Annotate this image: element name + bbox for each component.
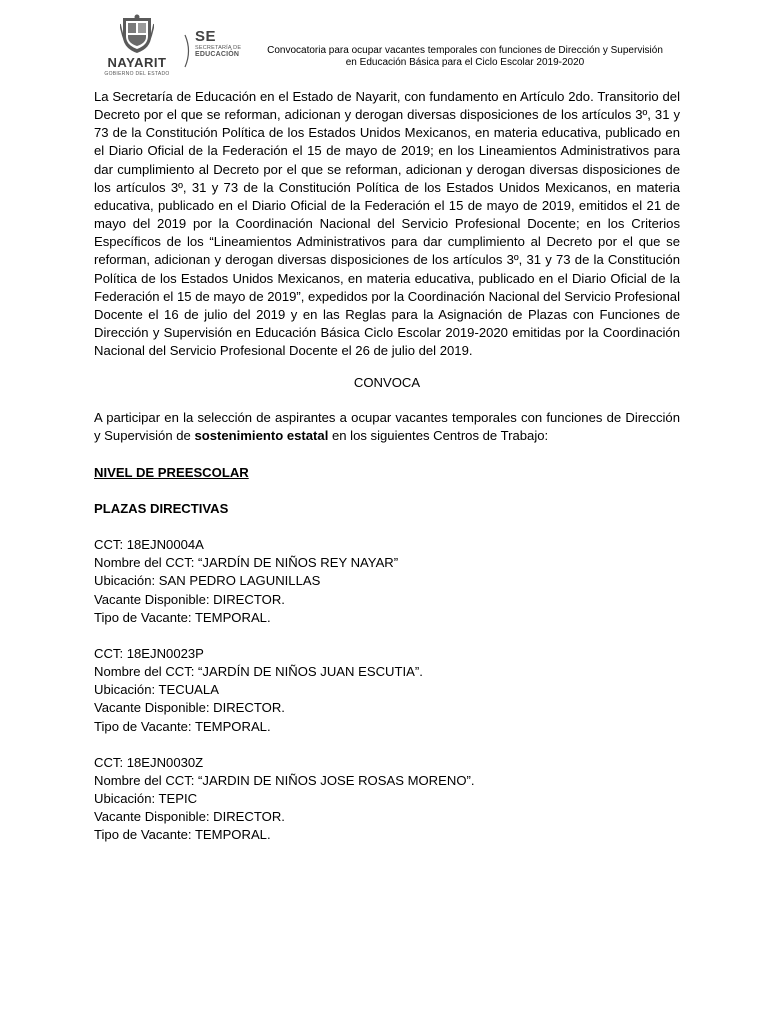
cct-vacancy: Vacante Disponible: DIRECTOR.: [94, 591, 285, 607]
cct-vacancy: Vacante Disponible: DIRECTOR.: [94, 809, 285, 825]
sostenimiento-estatal-text: sostenimiento estatal: [194, 427, 329, 443]
cct-code: CCT: 18EJN0030Z: [94, 754, 204, 770]
participation-text-after: en los siguientes Centros de Trabajo:: [328, 427, 549, 443]
cct-name: Nombre del CCT: “JARDIN DE NIÑOS JOSE ROSAS MORENO”.: [94, 772, 475, 788]
participation-text-before: A participar en la selección de aspirantes a ocupar vacantes temporales con funciones de Dirección y Supervisión de: [94, 409, 680, 443]
document-body: [94, 88, 680, 844]
cct-vacancy-type: Tipo de Vacante: TEMPORAL.: [94, 718, 271, 734]
list-item: [94, 754, 680, 845]
se-logo-subtitle-1: SECRETARÍA DE: [195, 45, 242, 51]
state-seal-icon: [120, 14, 154, 54]
cct-location: Ubicación: TEPIC: [94, 791, 198, 806]
header-title: [252, 45, 678, 69]
cct-name: Nombre del CCT: “JARDÍN DE NIÑOS JUAN ESCUTIA”.: [94, 664, 423, 680]
intro-paragraph: La Secretaría de Educación en el Estado de Nayarit, con fundamento en Artículo 2do. Transitorio del Decreto por el que se reforman, adicionan y derogan diversas disposiciones de los artículos 3º, 31 y 73 de la Constitución Política de los Estados Unidos Mexicanos, en materia educativa, publicado en el Diario Oficial de la Federación el 15 de mayo de 2019; en los Lineamientos Administrativos para dar cumplimiento al Decreto por el que se reforman, adicionan y derogan diversas disposiciones de los artículos 3º, 31 y 73 de la Constitución Política de los Estados Unidos Mexicanos, en materia educativa, publicado en el Diario Oficial de la Federación el 15 de mayo de 2019, emitidos el 21 de mayo del 2019 por la Coordinación Nacional del Servicio Profesional Docente; en los Criterios Específicos de los “Lineamientos Administrativos para dar cumplimiento al Decreto por el que se reforman, adicionan y derogan diversas disposiciones de los artículos 3º, 31 y 73 de la Constitución Política de los Estados Unidos Mexicanos, en materia educativa, publicado en el Diario Oficial de la Federación el 15 de mayo de 2019”, expedidos por la Coordinación Nacional del Servicio Profesional Docente el 16 de julio del 2019 y en las Reglas para la Asignación de Plazas con Funciones de Dirección y Supervisión en Educación Básica Ciclo Escolar 2019-2020 emitidas por la Coordinación Nacional del Servicio Profesional Docente el 26 de julio del 2019.: [94, 89, 680, 359]
se-logo-subtitle-2: EDUCACIÓN: [195, 51, 240, 58]
cct-vacancy-type: Tipo de Vacante: TEMPORAL.: [94, 609, 271, 625]
header-title-line-1: Convocatoria para ocupar vacantes temporales con funciones de Dirección y Supervisión: [267, 45, 663, 56]
cct-vacancy-type: Tipo de Vacante: TEMPORAL.: [94, 827, 271, 843]
page-header: [0, 0, 770, 84]
logo-divider: [183, 34, 193, 68]
cct-code: CCT: 18EJN0004A: [94, 537, 204, 553]
participation-paragraph: [94, 409, 680, 445]
cct-vacancy: Vacante Disponible: DIRECTOR.: [94, 700, 285, 716]
header-title-line-2: en Educación Básica para el Ciclo Escolar 2019-2020: [345, 57, 585, 68]
nayarit-logo-subtitle: GOBIERNO DEL ESTADO: [104, 71, 170, 77]
section-heading: PLAZAS DIRECTIVAS: [94, 500, 229, 516]
se-education-logo: [195, 30, 255, 64]
cct-code: CCT: 18EJN0023P: [94, 645, 204, 661]
nayarit-logo-text: NAYARIT: [107, 55, 167, 70]
se-logo-text: SE: [195, 28, 217, 45]
cct-name: Nombre del CCT: “JARDÍN DE NIÑOS REY NAYAR”: [94, 555, 399, 571]
level-heading: NIVEL DE PREESCOLAR: [94, 464, 249, 480]
convoca-heading: CONVOCA: [353, 375, 421, 391]
nayarit-government-logo: [98, 14, 176, 80]
cct-location: Ubicación: TECUALA: [94, 682, 219, 698]
list-item: [94, 536, 680, 627]
list-item: [94, 645, 680, 736]
cct-location: Ubicación: SAN PEDRO LAGUNILLAS: [94, 573, 321, 589]
